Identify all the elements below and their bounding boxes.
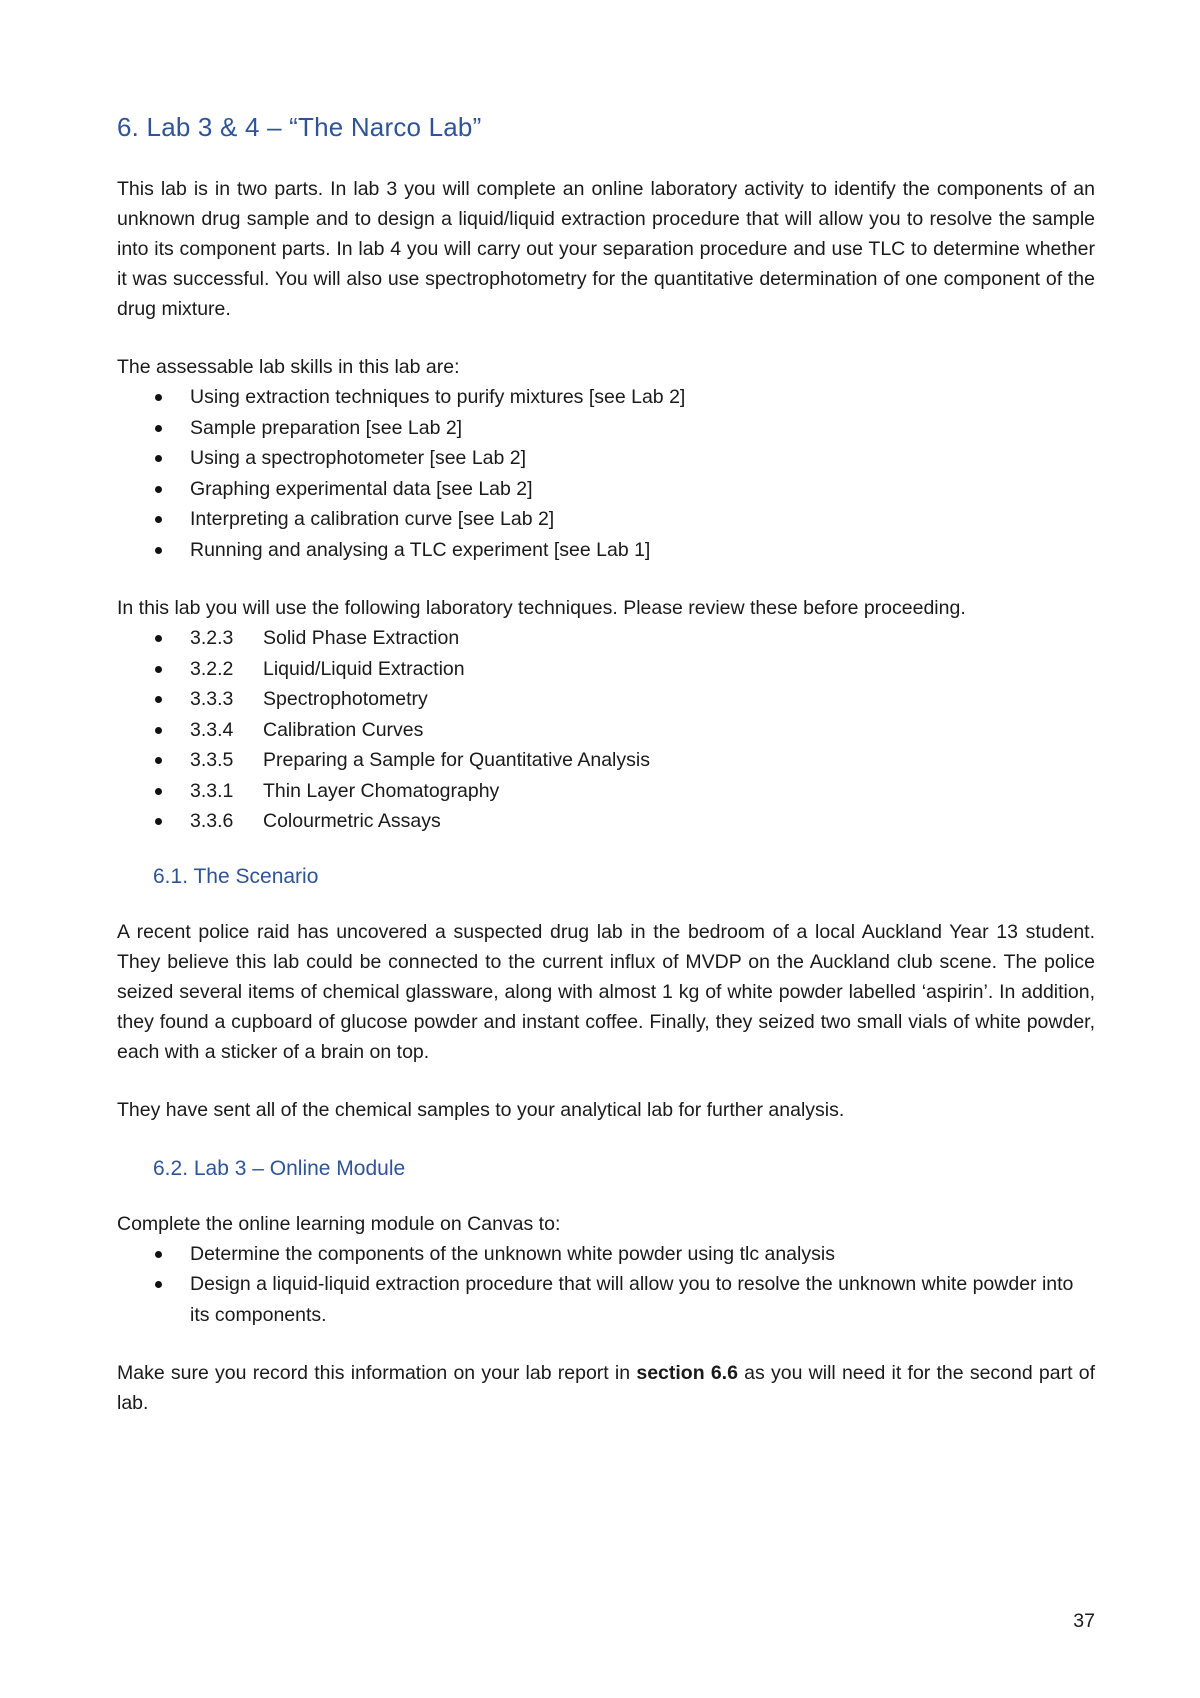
technique-code: 3.3.6 <box>190 810 234 832</box>
list-item: Running and analysing a TLC experiment [see Lab 1] <box>117 535 1095 566</box>
section-number: 6. <box>117 112 140 142</box>
list-item: Graphing experimental data [see Lab 2] <box>117 474 1095 505</box>
list-item <box>117 776 1095 807</box>
note-text: as you will need it for the second part of lab. <box>117 1362 1096 1414</box>
list-item: Sample preparation [see Lab 2] <box>117 413 1095 444</box>
page-number: 37 <box>1073 1610 1095 1632</box>
section-title: Lab 3 & 4 – “The Narco Lab” <box>146 112 482 142</box>
list-item <box>117 715 1095 746</box>
list-item <box>117 745 1095 776</box>
techniques-list <box>117 623 1095 837</box>
list-item: Design a liquid-liquid extraction procedure that will allow you to resolve the unknown white powder into its components. <box>117 1269 1095 1330</box>
section-reference: section 6.6 <box>636 1362 738 1384</box>
techniques-heading: In this lab you will use the following laboratory techniques. Please review these before proceeding. <box>117 597 966 619</box>
list-item: Determine the components of the unknown white powder using tlc analysis <box>117 1239 1095 1270</box>
list-item <box>117 684 1095 715</box>
technique-code: 3.2.2 <box>190 657 234 680</box>
technique-code: 3.3.4 <box>190 718 234 741</box>
document-page <box>117 110 1095 1418</box>
module-note <box>117 1358 1095 1418</box>
note-text: Make sure you record this information on your lab report in <box>117 1362 637 1384</box>
module-lead: Complete the online learning module on Canvas to: <box>117 1212 561 1235</box>
skills-heading: The assessable lab skills in this lab are: <box>117 356 460 378</box>
technique-label: Preparing a Sample for Quantitative Analysis <box>263 749 650 771</box>
technique-label: Calibration Curves <box>263 718 424 741</box>
scenario-paragraph: A recent police raid has uncovered a suspected drug lab in the bedroom of a local Auckland Year 13 student. They believe this lab could be connected to the current influx of MVDP on the Auckland club scene. The police seized several items of chemical glassware, along with almost 1 kg of white powder labelled ‘aspirin’. In addition, they found a cupboard of glucose powder and instant coffee. Finally, they seized two small vials of white powder, each with a sticker of a brain on top. <box>117 920 1095 1063</box>
section-heading <box>117 110 1095 144</box>
technique-code: 3.3.3 <box>190 688 234 710</box>
technique-code: 3.3.5 <box>190 749 234 771</box>
technique-label: Liquid/Liquid Extraction <box>263 657 465 680</box>
list-item <box>117 654 1095 685</box>
module-heading: 6.2. Lab 3 – Online Module <box>153 1156 406 1180</box>
technique-label: Solid Phase Extraction <box>263 627 460 649</box>
technique-label: Colourmetric Assays <box>263 810 441 832</box>
technique-code: 3.2.3 <box>190 627 234 649</box>
list-item: Using a spectrophotometer [see Lab 2] <box>117 443 1095 474</box>
technique-code: 3.3.1 <box>190 779 234 802</box>
list-item <box>117 806 1095 837</box>
technique-label: Spectrophotometry <box>263 688 428 710</box>
module-list <box>117 1239 1095 1331</box>
technique-label: Thin Layer Chomatography <box>263 779 500 802</box>
list-item <box>117 623 1095 654</box>
scenario-heading: 6.1. The Scenario <box>153 864 319 888</box>
list-item: Using extraction techniques to purify mixtures [see Lab 2] <box>117 382 1095 413</box>
skills-list <box>117 382 1095 565</box>
list-item: Interpreting a calibration curve [see Lab 2] <box>117 504 1095 535</box>
intro-paragraph: This lab is in two parts. In lab 3 you will complete an online laboratory activity to identify the components of an unknown drug sample and to design a liquid/liquid extraction procedure that will allow you to resolve the sample into its component parts. In lab 4 you will carry out your separation procedure and use TLC to determine whether it was successful. You will also use spectrophotometry for the quantitative determination of one component of the drug mixture. <box>117 178 1095 320</box>
scenario-followup: They have sent all of the chemical samples to your analytical lab for further analysis. <box>117 1098 845 1121</box>
